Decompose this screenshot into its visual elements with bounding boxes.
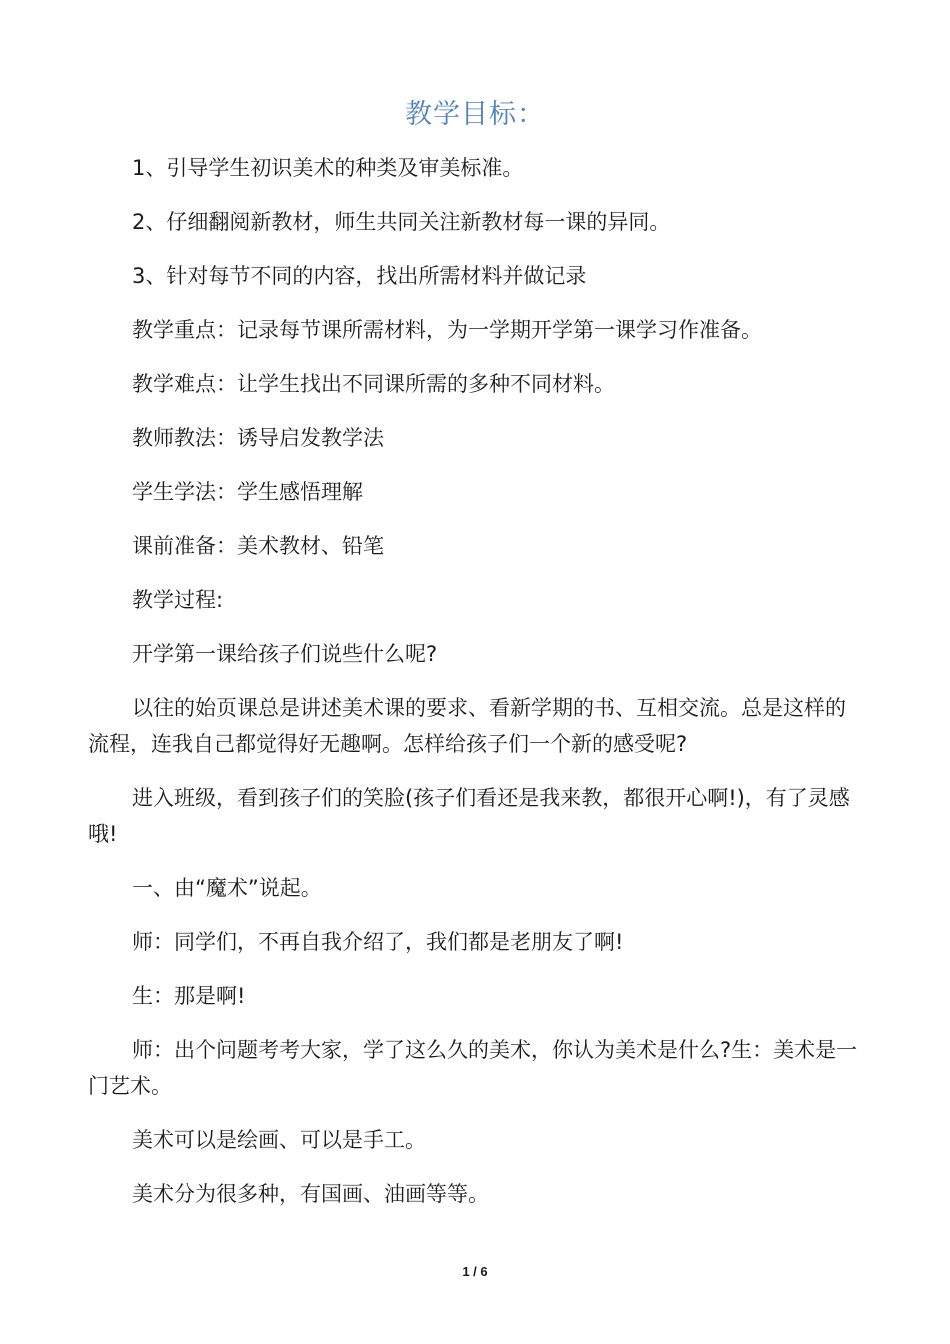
paragraph: 1、引导学生初识美术的种类及审美标准。 — [132, 156, 524, 180]
paragraph: 3、针对每节不同的内容，找出所需材料并做记录 — [132, 264, 587, 288]
paragraph: 开学第一课给孩子们说些什么呢? — [132, 642, 438, 666]
paragraph: 生：那是啊! — [132, 984, 246, 1008]
paragraph: 一、由“魔术”说起。 — [132, 876, 322, 900]
paragraph: 教师教法：诱导启发教学法 — [132, 426, 384, 450]
page-indicator: 1 / 6 — [462, 1264, 488, 1279]
paragraph: 教学重点：记录每节课所需材料，为一学期开学第一课学习作准备。 — [132, 318, 762, 342]
paragraph: 课前准备：美术教材、铅笔 — [132, 534, 384, 558]
paragraph: 美术可以是绘画、可以是手工。 — [132, 1128, 426, 1152]
paragraph: 教学过程: — [132, 588, 224, 612]
paragraph: 学生学法：学生感悟理解 — [132, 480, 363, 504]
paragraph: 师：出个问题考考大家，学了这么久的美术，你认为美术是什么?生：美术是一门艺术。 — [88, 1038, 858, 1098]
paragraph: 以往的始页课总是讲述美术课的要求、看新学期的书、互相交流。总是这样的流程，连我自己都觉得好无趣啊。怎样给孩子们一个新的感受呢? — [88, 696, 846, 756]
paragraph: 教学难点：让学生找出不同课所需的多种不同材料。 — [132, 372, 615, 396]
page-title: 教学目标： — [405, 99, 545, 130]
paragraph: 2、仔细翻阅新教材，师生共同关注新教材每一课的异同。 — [132, 210, 671, 234]
paragraph: 美术分为很多种，有国画、油画等等。 — [132, 1182, 489, 1206]
document-body — [88, 150, 858, 1230]
paragraph: 师：同学们，不再自我介绍了，我们都是老朋友了啊! — [132, 930, 624, 954]
paragraph: 进入班级，看到孩子们的笑脸(孩子们看还是我来教，都很开心啊!)，有了灵感哦! — [88, 786, 850, 846]
